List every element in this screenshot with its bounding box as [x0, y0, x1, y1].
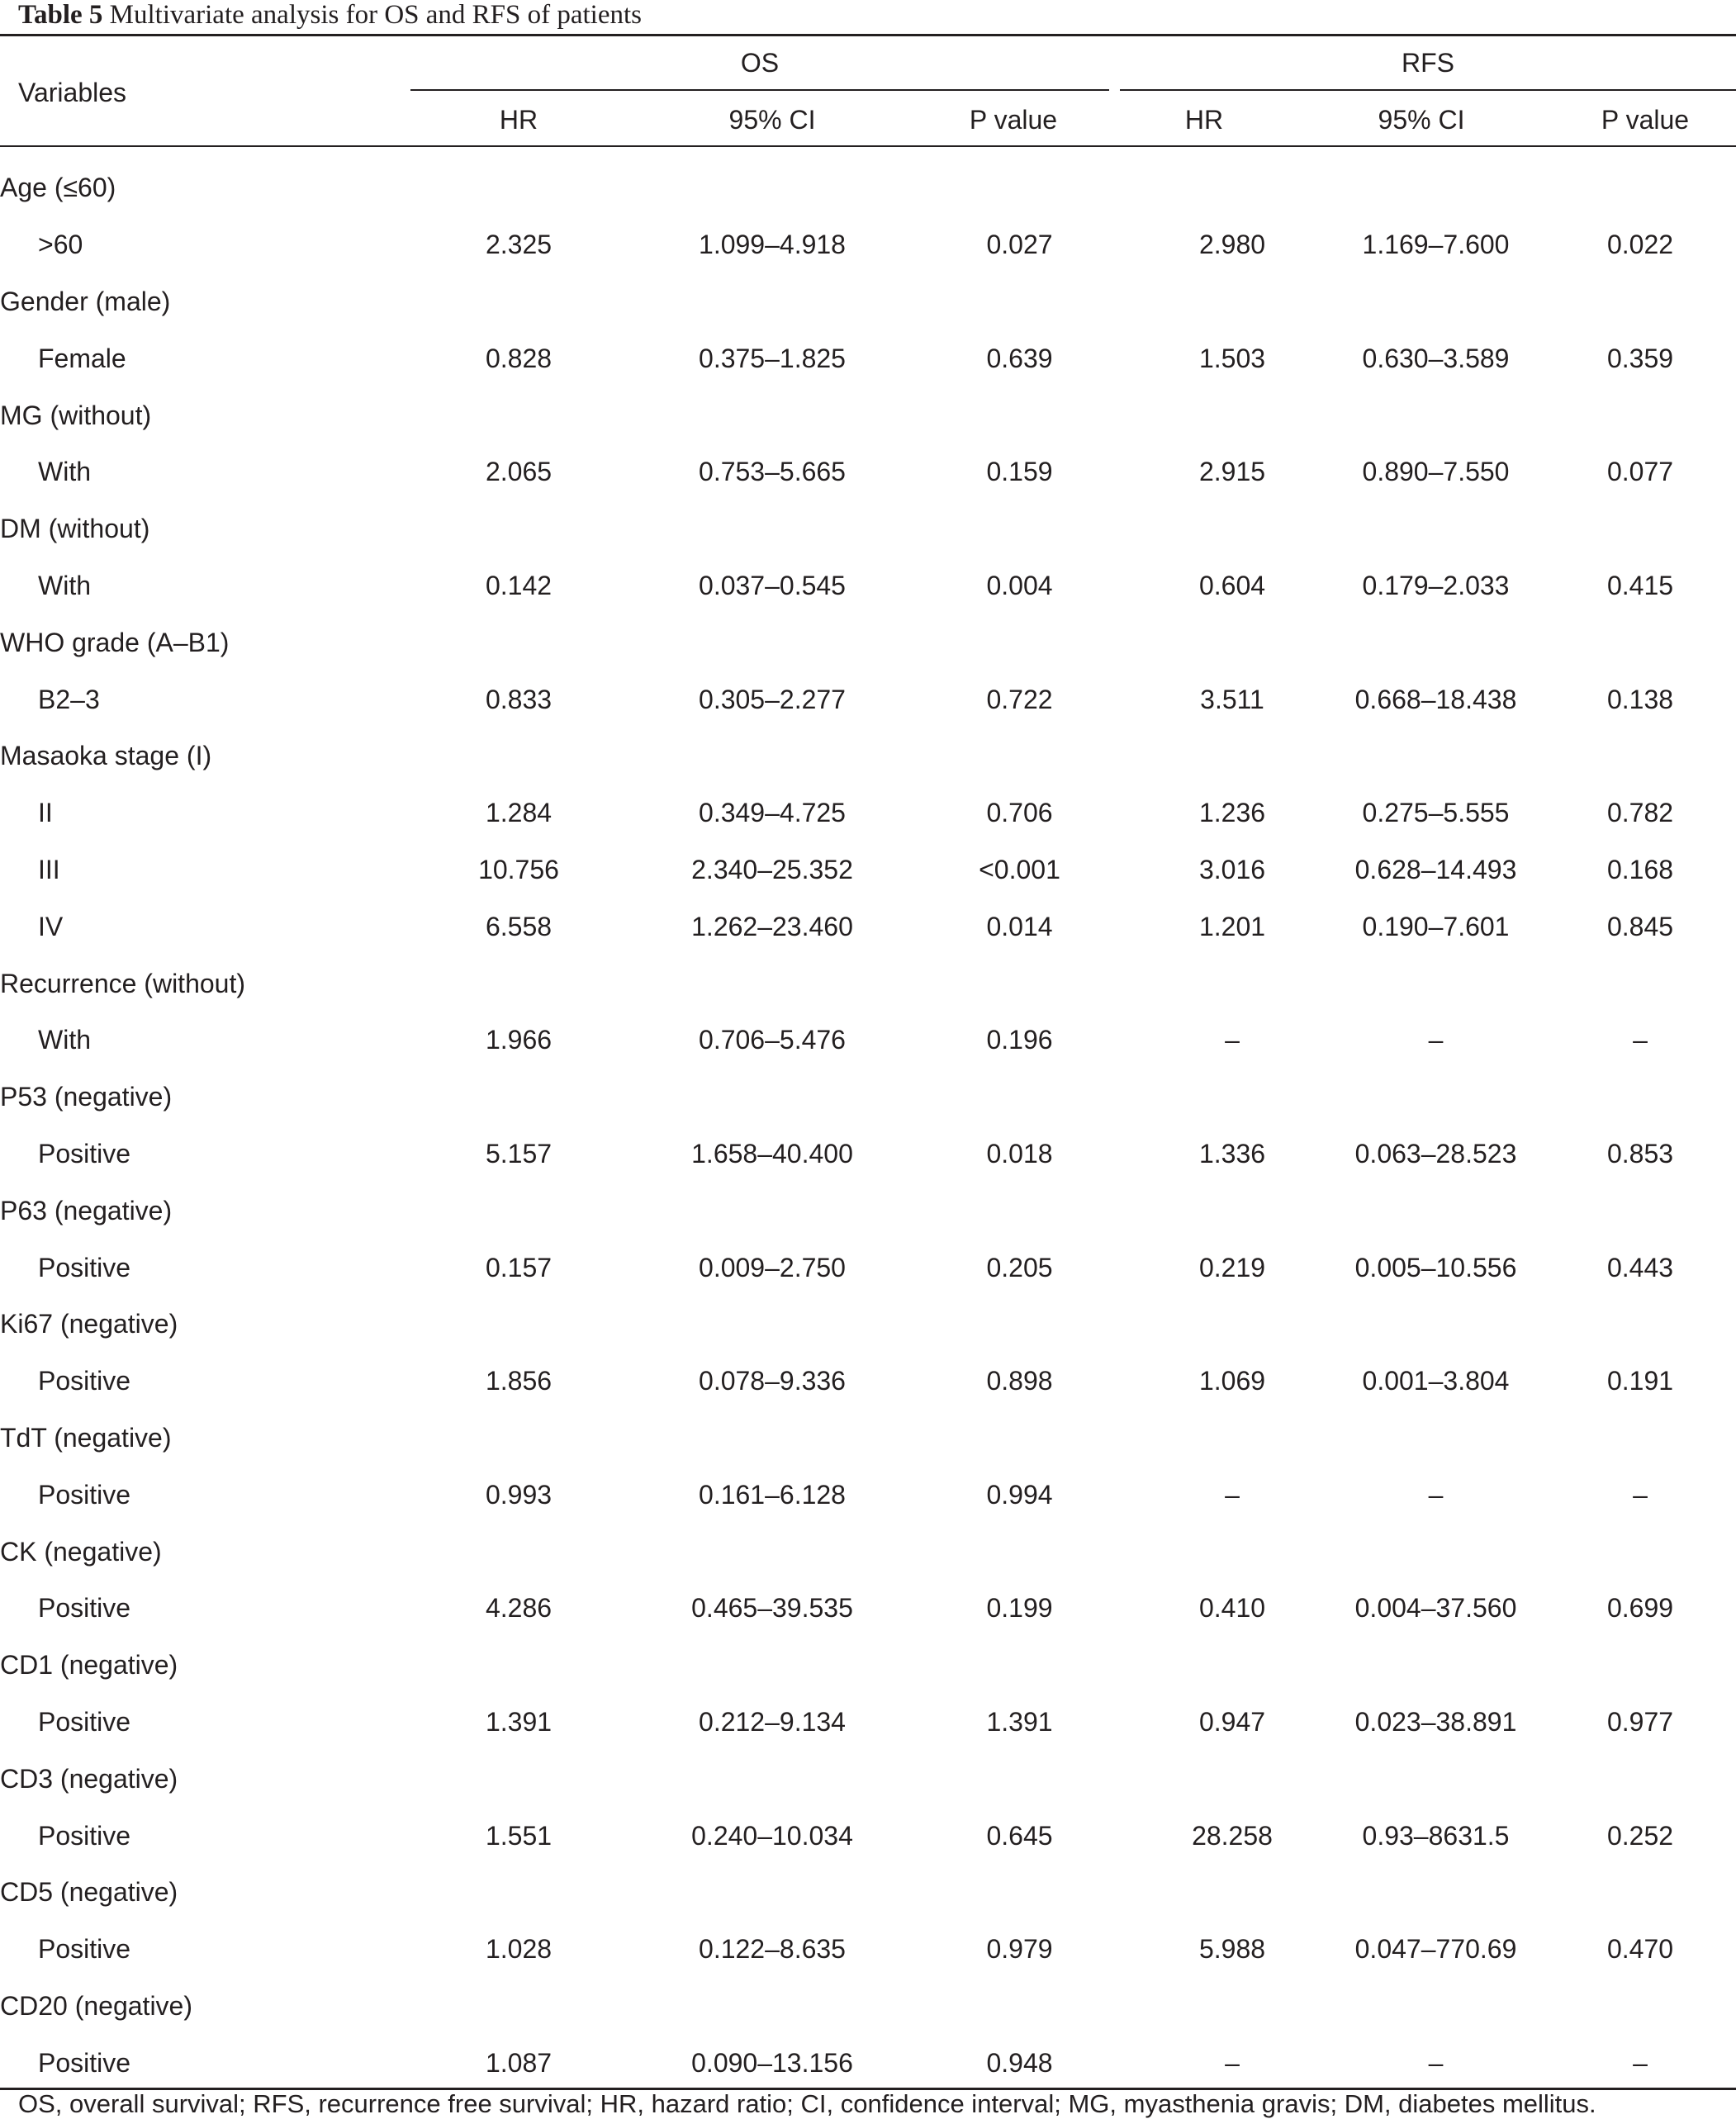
os-hr-cell [395, 1182, 643, 1239]
rfs-p-cell: 0.077 [1606, 457, 1674, 487]
rfs-p-cell: 0.977 [1606, 1706, 1674, 1737]
table-row [0, 1012, 1736, 1069]
os-hr-cell: 10.756 [478, 854, 559, 884]
table-row-group [0, 1750, 1736, 1807]
rfs-ci-cell: 0.001–3.804 [1362, 1366, 1510, 1396]
os-ci-cell: 0.078–9.336 [699, 1366, 846, 1396]
os-hr-cell: 1.284 [485, 798, 553, 828]
os-hr-cell: 1.856 [485, 1366, 553, 1396]
os-hr-cell: 2.065 [485, 457, 553, 487]
os-ci-cell [643, 1182, 902, 1239]
top-rule [0, 34, 1736, 36]
os-p-cell [902, 1864, 1137, 1921]
os-p-cell: 0.159 [986, 457, 1053, 487]
rfs-hr-cell [1137, 1296, 1327, 1353]
os-ci-cell: 0.009–2.750 [699, 1252, 846, 1282]
os-hr-cell [395, 1750, 643, 1807]
os-hr-cell: 6.558 [485, 911, 553, 941]
variable-label: CD20 (negative) [0, 1990, 192, 2021]
variable-label: CD5 (negative) [0, 1877, 178, 1908]
os-ci-cell: 0.706–5.476 [699, 1025, 846, 1055]
os-p-cell: 0.639 [986, 343, 1053, 373]
rfs-hr-cell: 0.604 [1198, 570, 1266, 600]
table-row-group [0, 1069, 1736, 1126]
rfs-ci-cell: 0.179–2.033 [1362, 570, 1510, 600]
os-p-cell: 0.994 [986, 1479, 1053, 1510]
rfs-ci-cell: 0.023–38.891 [1354, 1706, 1517, 1737]
os-ci-cell [643, 1978, 902, 2035]
os-ci-cell: 1.262–23.460 [691, 911, 853, 941]
os-hr-cell [395, 1637, 643, 1694]
os-ci-cell [643, 386, 902, 443]
variable-label: Gender (male) [0, 286, 171, 316]
rfs-ci-cell [1327, 1750, 1544, 1807]
os-hr-cell: 1.087 [485, 2047, 553, 2078]
os-ci-cell: 0.037–0.545 [699, 570, 846, 600]
table-row-group [0, 955, 1736, 1012]
table-row [0, 1807, 1736, 1864]
variable-label: II [38, 798, 53, 828]
variable-label: TdT (negative) [0, 1422, 172, 1453]
os-hr-cell: 1.391 [485, 1706, 553, 1737]
header-rfs-hr: HR [1184, 105, 1224, 135]
rfs-ci-cell: 0.668–18.438 [1354, 684, 1517, 714]
os-hr-cell: 0.828 [485, 343, 553, 373]
os-hr-cell [395, 614, 643, 671]
rfs-ci-cell: 0.190–7.601 [1362, 911, 1510, 941]
rfs-hr-cell: 3.511 [1200, 684, 1264, 714]
variable-label: Recurrence (without) [0, 968, 245, 998]
table-row [0, 841, 1736, 898]
table-row [0, 671, 1736, 728]
header-os: OS [740, 48, 780, 78]
os-p-cell [902, 1069, 1137, 1126]
os-hr-cell: 1.028 [485, 1934, 553, 1965]
os-hr-cell [395, 386, 643, 443]
table-row-group [0, 1410, 1736, 1467]
os-ci-cell: 0.122–8.635 [699, 1934, 846, 1965]
rfs-hr-cell: 0.410 [1198, 1593, 1266, 1624]
os-hr-cell [395, 1864, 643, 1921]
variable-label: DM (without) [0, 514, 150, 544]
os-p-cell [902, 614, 1137, 671]
table-row [0, 785, 1736, 841]
rfs-p-cell: 0.845 [1606, 911, 1674, 941]
os-ci-cell: 2.340–25.352 [691, 854, 853, 884]
table-caption [18, 0, 642, 30]
variable-label: Positive [38, 1934, 131, 1965]
os-hr-cell: 0.993 [485, 1479, 553, 1510]
table-row [0, 329, 1736, 386]
rfs-hr-cell [1137, 159, 1327, 216]
rfs-ci-cell [1327, 159, 1544, 216]
rfs-p-cell [1544, 1523, 1736, 1580]
rfs-hr-cell [1137, 1523, 1327, 1580]
os-p-cell [902, 1182, 1137, 1239]
rfs-p-cell [1544, 728, 1736, 785]
rfs-ci-cell: – [1428, 1479, 1444, 1510]
os-p-cell: 0.948 [986, 2047, 1053, 2078]
os-ci-cell: 0.753–5.665 [699, 457, 846, 487]
rfs-ci-cell [1327, 386, 1544, 443]
table-row [0, 1921, 1736, 1978]
os-p-cell [902, 500, 1137, 557]
variable-label: P63 (negative) [0, 1195, 173, 1225]
table-row-group [0, 728, 1736, 785]
rfs-ci-cell: – [1428, 2047, 1444, 2078]
os-ci-cell: 0.375–1.825 [699, 343, 846, 373]
rfs-ci-cell: 0.630–3.589 [1362, 343, 1510, 373]
rfs-hr-cell [1137, 728, 1327, 785]
rfs-hr-cell [1137, 1978, 1327, 2035]
header-os-hr: HR [499, 105, 538, 135]
table-row [0, 2034, 1736, 2091]
header-os-p: P value [969, 105, 1058, 135]
variable-label: Positive [38, 1138, 131, 1169]
rfs-p-cell: – [1633, 2047, 1648, 2078]
os-hr-cell: 2.325 [485, 230, 553, 260]
rfs-hr-cell [1137, 1069, 1327, 1126]
rfs-p-cell [1544, 955, 1736, 1012]
variable-label: Positive [38, 1366, 131, 1396]
os-p-cell: 0.722 [986, 684, 1053, 714]
table-row [0, 898, 1736, 955]
os-p-cell [902, 386, 1137, 443]
rfs-hr-cell: 3.016 [1198, 854, 1266, 884]
header-rfs-ci: 95% CI [1378, 105, 1465, 135]
table-row-group [0, 1864, 1736, 1921]
rfs-p-cell: 0.022 [1606, 230, 1674, 260]
variable-label: With [38, 1025, 91, 1055]
variable-label: Positive [38, 2047, 131, 2078]
os-hr-cell [395, 273, 643, 330]
os-ci-cell: 0.465–39.535 [691, 1593, 853, 1624]
table-row [0, 443, 1736, 500]
os-p-cell [902, 1750, 1137, 1807]
os-hr-cell [395, 955, 643, 1012]
os-hr-cell: 5.157 [485, 1138, 553, 1169]
rfs-p-cell: 0.168 [1606, 854, 1674, 884]
os-ci-cell: 1.099–4.918 [699, 230, 846, 260]
rfs-hr-cell [1137, 273, 1327, 330]
rfs-hr-cell: 1.503 [1198, 343, 1266, 373]
variable-label: Masaoka stage (I) [0, 741, 212, 771]
os-hr-cell: 1.966 [485, 1025, 553, 1055]
rfs-p-cell [1544, 159, 1736, 216]
rfs-p-cell [1544, 1864, 1736, 1921]
table-row [0, 1126, 1736, 1183]
os-p-cell [902, 1523, 1137, 1580]
os-ci-cell: 1.658–40.400 [691, 1138, 853, 1169]
os-ci-cell [643, 159, 902, 216]
table-row-group [0, 1637, 1736, 1694]
os-p-cell [902, 955, 1137, 1012]
rfs-ci-cell: 0.628–14.493 [1354, 854, 1517, 884]
table-row-group [0, 273, 1736, 330]
os-p-cell [902, 1978, 1137, 2035]
rfs-ci-cell: 0.93–8631.5 [1362, 1820, 1510, 1851]
rfs-ci-cell [1327, 1069, 1544, 1126]
table-row-group [0, 386, 1736, 443]
os-ci-cell [643, 273, 902, 330]
rfs-hr-cell [1137, 500, 1327, 557]
os-p-cell: 0.205 [986, 1252, 1053, 1282]
rfs-p-cell: – [1633, 1479, 1648, 1510]
os-ci-cell [643, 500, 902, 557]
rfs-hr-cell: 2.980 [1198, 230, 1266, 260]
table-row [0, 1694, 1736, 1751]
table-row [0, 1466, 1736, 1523]
header-rule [0, 145, 1736, 147]
rfs-p-cell: 0.415 [1606, 570, 1674, 600]
rfs-hr-cell: 1.069 [1198, 1366, 1266, 1396]
os-p-cell [902, 1410, 1137, 1467]
os-p-cell: 1.391 [986, 1706, 1053, 1737]
rfs-p-cell [1544, 273, 1736, 330]
variable-label: IV [38, 911, 64, 941]
rfs-p-cell: 0.470 [1606, 1934, 1674, 1965]
variable-label: Positive [38, 1820, 131, 1851]
variable-label: B2–3 [38, 684, 100, 714]
rfs-hr-cell: 5.988 [1198, 1934, 1266, 1965]
os-hr-cell: 0.833 [485, 684, 553, 714]
os-ci-cell [643, 1069, 902, 1126]
rfs-hr-cell [1137, 614, 1327, 671]
variable-label: P53 (negative) [0, 1082, 173, 1112]
rfs-p-cell: 0.443 [1606, 1252, 1674, 1282]
table-row-group [0, 1978, 1736, 2035]
rfs-ci-cell [1327, 1637, 1544, 1694]
os-ci-cell [643, 1410, 902, 1467]
os-ci-cell [643, 1637, 902, 1694]
rfs-ci-cell [1327, 1410, 1544, 1467]
variable-label: Ki67 (negative) [0, 1309, 178, 1339]
rfs-hr-cell: 2.915 [1198, 457, 1266, 487]
os-p-cell: 0.027 [986, 230, 1053, 260]
rfs-ci-cell [1327, 273, 1544, 330]
table-row [0, 1580, 1736, 1637]
os-ci-cell: 0.305–2.277 [699, 684, 846, 714]
rfs-p-cell [1544, 386, 1736, 443]
rfs-p-cell: 0.191 [1606, 1366, 1674, 1396]
os-ci-cell: 0.161–6.128 [699, 1479, 846, 1510]
rfs-hr-cell: 28.258 [1192, 1820, 1273, 1851]
os-hr-cell: 0.142 [485, 570, 553, 600]
os-ci-cell [643, 614, 902, 671]
os-hr-cell [395, 1978, 643, 2035]
rfs-p-cell: 0.782 [1606, 798, 1674, 828]
rfs-ci-cell [1327, 1182, 1544, 1239]
os-hr-cell: 1.551 [485, 1820, 553, 1851]
os-p-cell [902, 159, 1137, 216]
table-row [0, 216, 1736, 273]
caption-title: Multivariate analysis for OS and RFS of patients [109, 0, 642, 30]
rfs-ci-cell [1327, 614, 1544, 671]
header-variables: Variables [18, 78, 127, 107]
rfs-hr-cell: – [1225, 2047, 1240, 2078]
os-hr-cell [395, 1296, 643, 1353]
rfs-ci-cell: 1.169–7.600 [1362, 230, 1510, 260]
os-ci-cell [643, 1750, 902, 1807]
os-ci-cell: 0.240–10.034 [691, 1820, 853, 1851]
os-hr-cell [395, 159, 643, 216]
variable-label: Positive [38, 1252, 131, 1282]
variable-label: MG (without) [0, 400, 152, 430]
rfs-hr-cell [1137, 1864, 1327, 1921]
table-row [0, 1239, 1736, 1296]
table-body [0, 159, 1736, 2091]
rfs-hr-cell [1137, 1410, 1327, 1467]
rfs-hr-cell: 1.236 [1198, 798, 1266, 828]
header-os-ci: 95% CI [728, 105, 816, 135]
table-footnote: OS, overall survival; RFS, recurrence free survival; HR, hazard ratio; CI, confidence interval; MG, myasthenia gravis; DM, diabetes mellitus. [18, 2089, 1596, 2118]
rfs-hr-cell [1137, 1637, 1327, 1694]
os-hr-cell [395, 1523, 643, 1580]
rfs-hr-cell: – [1225, 1025, 1240, 1055]
rfs-p-cell [1544, 1750, 1736, 1807]
rfs-ci-cell [1327, 1864, 1544, 1921]
table-row-group [0, 159, 1736, 216]
os-p-cell: <0.001 [979, 854, 1060, 884]
rfs-p-cell [1544, 500, 1736, 557]
rfs-ci-cell: 0.005–10.556 [1354, 1252, 1517, 1282]
rfs-p-cell: 0.699 [1606, 1593, 1674, 1624]
variable-label: Age (≤60) [0, 173, 116, 203]
os-group-rule [410, 89, 1109, 91]
os-p-cell: 0.014 [986, 911, 1053, 941]
rfs-p-cell [1544, 1410, 1736, 1467]
table-row-group [0, 614, 1736, 671]
os-hr-cell: 0.157 [485, 1252, 553, 1282]
variable-label: Positive [38, 1706, 131, 1737]
os-ci-cell [643, 1523, 902, 1580]
header-rfs-p: P value [1601, 105, 1690, 135]
os-ci-cell: 0.349–4.725 [699, 798, 846, 828]
rfs-ci-cell [1327, 1296, 1544, 1353]
os-p-cell: 0.898 [986, 1366, 1053, 1396]
rfs-p-cell [1544, 1296, 1736, 1353]
os-hr-cell: 4.286 [485, 1593, 553, 1624]
rfs-ci-cell: 0.063–28.523 [1354, 1138, 1517, 1169]
os-p-cell: 0.979 [986, 1934, 1053, 1965]
os-ci-cell: 0.212–9.134 [699, 1706, 846, 1737]
variable-label: Positive [38, 1479, 131, 1510]
table-row-group [0, 1182, 1736, 1239]
os-p-cell: 0.018 [986, 1138, 1053, 1169]
os-p-cell [902, 1296, 1137, 1353]
rfs-hr-cell: 0.219 [1198, 1252, 1266, 1282]
os-p-cell: 0.004 [986, 570, 1053, 600]
rfs-ci-cell [1327, 1978, 1544, 2035]
header-rfs: RFS [1402, 48, 1454, 78]
rfs-hr-cell: – [1225, 1479, 1240, 1510]
table-row-group [0, 1523, 1736, 1580]
rfs-group-rule [1120, 89, 1736, 91]
os-p-cell: 0.196 [986, 1025, 1053, 1055]
rfs-ci-cell [1327, 728, 1544, 785]
os-ci-cell [643, 728, 902, 785]
variable-label: CD1 (negative) [0, 1650, 178, 1681]
rfs-ci-cell: 0.047–770.69 [1354, 1934, 1517, 1965]
os-p-cell: 0.645 [986, 1820, 1053, 1851]
rfs-p-cell [1544, 1978, 1736, 2035]
rfs-p-cell: 0.138 [1606, 684, 1674, 714]
os-hr-cell [395, 500, 643, 557]
rfs-hr-cell [1137, 386, 1327, 443]
variable-label: With [38, 457, 91, 487]
os-hr-cell [395, 728, 643, 785]
rfs-p-cell: 0.252 [1606, 1820, 1674, 1851]
rfs-ci-cell: 0.004–37.560 [1354, 1593, 1517, 1624]
os-ci-cell: 0.090–13.156 [691, 2047, 853, 2078]
rfs-p-cell: 0.853 [1606, 1138, 1674, 1169]
os-hr-cell [395, 1069, 643, 1126]
table-row-group [0, 1296, 1736, 1353]
table-row [0, 557, 1736, 614]
rfs-hr-cell [1137, 1182, 1327, 1239]
rfs-hr-cell [1137, 955, 1327, 1012]
os-p-cell [902, 1637, 1137, 1694]
os-p-cell: 0.706 [986, 798, 1053, 828]
os-ci-cell [643, 1864, 902, 1921]
results-table [0, 159, 1736, 2091]
rfs-hr-cell: 0.947 [1198, 1706, 1266, 1737]
rfs-ci-cell: 0.275–5.555 [1362, 798, 1510, 828]
os-p-cell [902, 728, 1137, 785]
os-ci-cell [643, 955, 902, 1012]
rfs-hr-cell: 1.336 [1198, 1138, 1266, 1169]
variable-label: With [38, 570, 91, 600]
rfs-hr-cell [1137, 1750, 1327, 1807]
caption-label: Table 5 [18, 0, 103, 30]
rfs-p-cell [1544, 614, 1736, 671]
table-row [0, 1353, 1736, 1410]
variable-label: Female [38, 343, 126, 373]
variable-label: WHO grade (A–B1) [0, 627, 230, 657]
os-hr-cell [395, 1410, 643, 1467]
rfs-p-cell [1544, 1182, 1736, 1239]
os-p-cell [902, 273, 1137, 330]
rfs-p-cell: 0.359 [1606, 343, 1674, 373]
table-row-group [0, 500, 1736, 557]
variable-label: >60 [38, 230, 83, 260]
variable-label: Positive [38, 1593, 131, 1624]
rfs-ci-cell [1327, 500, 1544, 557]
rfs-ci-cell: 0.890–7.550 [1362, 457, 1510, 487]
os-ci-cell [643, 1296, 902, 1353]
os-p-cell: 0.199 [986, 1593, 1053, 1624]
rfs-p-cell [1544, 1637, 1736, 1694]
rfs-ci-cell: – [1428, 1025, 1444, 1055]
rfs-p-cell: – [1633, 1025, 1648, 1055]
rfs-p-cell [1544, 1069, 1736, 1126]
rfs-hr-cell: 1.201 [1198, 911, 1266, 941]
variable-label: III [38, 854, 60, 884]
variable-label: CK (negative) [0, 1536, 162, 1567]
rfs-ci-cell [1327, 1523, 1544, 1580]
rfs-ci-cell [1327, 955, 1544, 1012]
variable-label: CD3 (negative) [0, 1763, 178, 1794]
